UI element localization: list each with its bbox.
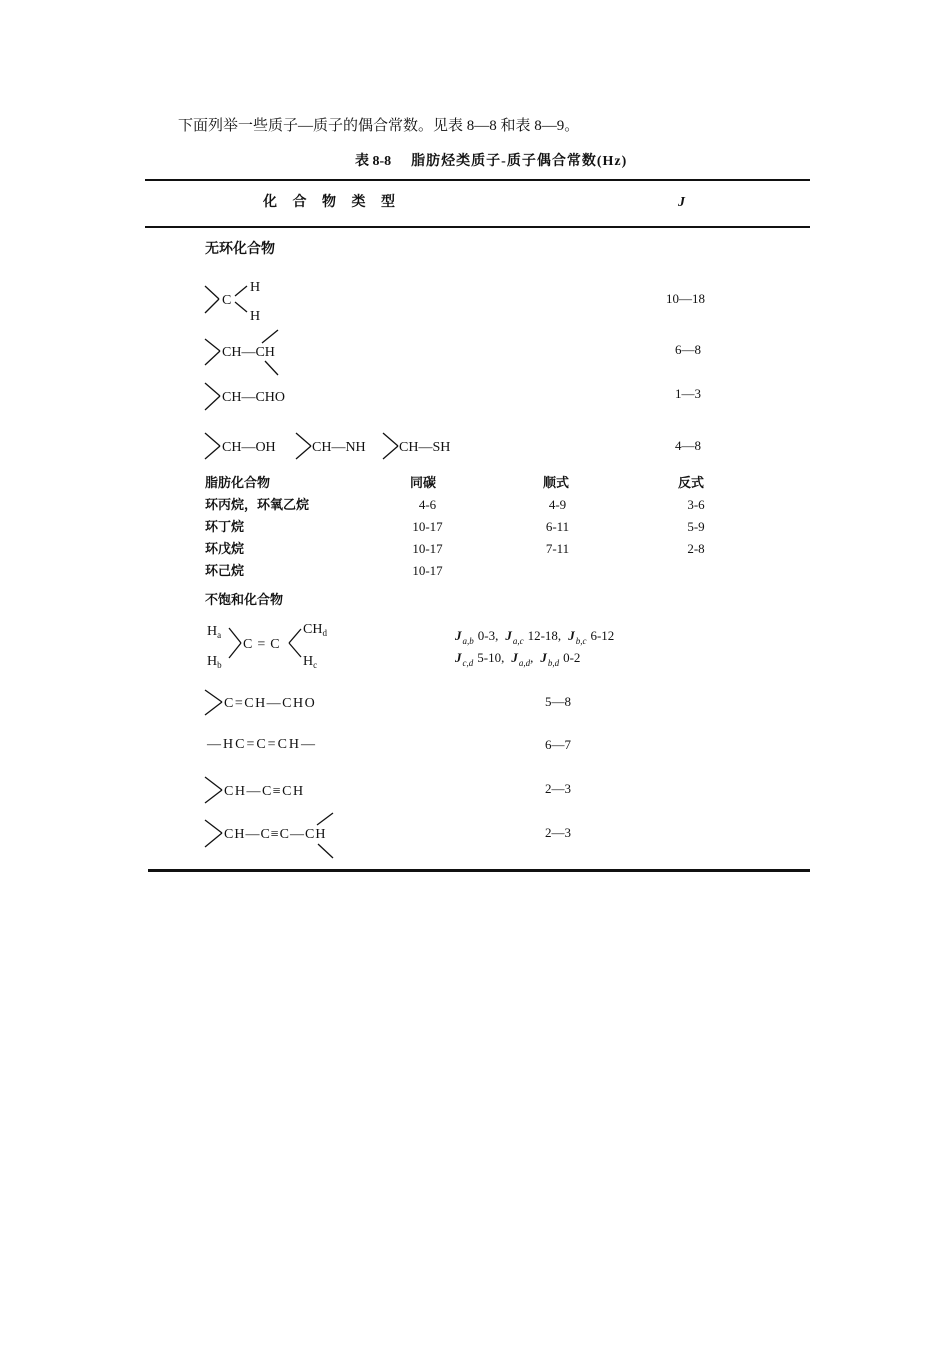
j-value: 10—18 xyxy=(666,291,705,306)
column-header-trans: 反式 xyxy=(678,475,705,490)
atom-h: H xyxy=(207,654,218,669)
formula-alkyne xyxy=(200,776,320,806)
compound-name: 环丙烷，环氧乙烷 xyxy=(205,497,310,512)
caption-label: 表 8-8 xyxy=(355,154,392,169)
bond-line xyxy=(205,833,222,847)
j-symbol: J xyxy=(455,650,462,665)
j-term xyxy=(455,628,499,646)
j-symbol: J xyxy=(540,650,547,665)
j-value: 5—8 xyxy=(545,694,571,709)
j-value: 5-10, xyxy=(477,650,505,665)
trans-value: 2-8 xyxy=(687,541,705,556)
atom-h-top: H xyxy=(250,280,261,295)
j-subscript: b,d xyxy=(547,657,560,668)
j-subscript: c,d xyxy=(462,657,474,668)
formula-text: CH—CHO xyxy=(222,390,286,405)
formula-allene: —HC=C=CH— xyxy=(207,737,318,752)
bond-line xyxy=(205,702,222,715)
j-term xyxy=(540,650,581,668)
header-compound-type: 化 合 物 类 型 xyxy=(263,195,401,210)
formula-alkene xyxy=(200,618,340,672)
formula-heteroatom xyxy=(200,430,470,464)
j-value: 6—7 xyxy=(545,737,571,752)
bond-line xyxy=(205,286,219,299)
table-top-rule xyxy=(145,179,810,181)
column-header-gem: 同碳 xyxy=(410,475,437,490)
j-term xyxy=(511,650,534,668)
column-header-cis: 顺式 xyxy=(543,475,570,490)
compound-name: 环丁烷 xyxy=(205,519,245,534)
subscript: a xyxy=(217,630,222,640)
gem-value: 10-17 xyxy=(412,541,443,556)
section-heading-unsaturated: 不饱和化合物 xyxy=(205,592,284,607)
bond-line xyxy=(262,330,278,343)
j-value: 4—8 xyxy=(675,438,701,453)
table-header-rule xyxy=(145,226,810,228)
formula-text: C=CH—CHO xyxy=(224,696,317,711)
bond-line xyxy=(296,446,311,459)
j-term xyxy=(455,650,505,668)
bond-line xyxy=(205,690,222,702)
subscript: b xyxy=(217,660,222,670)
formula-vicinal xyxy=(200,326,290,378)
gem-value: 10-17 xyxy=(412,563,443,578)
bond-line xyxy=(205,299,219,313)
gem-value: 10-17 xyxy=(412,519,443,534)
j-subscript: a,d xyxy=(518,657,531,668)
table-bottom-rule xyxy=(148,869,810,872)
section-heading-acyclic: 无环化合物 xyxy=(205,242,275,257)
j-value: 1—3 xyxy=(675,386,701,401)
j-symbol: J xyxy=(505,628,512,643)
formula-text: CH—C≡C—CH xyxy=(224,827,327,842)
bond-line xyxy=(383,446,398,459)
formula-aldehyde xyxy=(200,380,310,414)
j-value: 6—8 xyxy=(675,342,701,357)
bond-line xyxy=(205,790,222,803)
atom-chd xyxy=(303,622,327,638)
table-caption xyxy=(355,155,627,169)
subscript: d xyxy=(322,628,327,638)
j-value: 2—3 xyxy=(545,781,571,796)
formula-text: CH—SH xyxy=(399,440,451,455)
trans-value: 5-9 xyxy=(687,519,705,534)
bond-line xyxy=(205,339,220,351)
formula-text: CH—CH xyxy=(222,345,275,360)
intro-text: 下面列举一些质子—质子的偶合常数。见表 8—8 和表 8—9。 xyxy=(178,118,580,134)
gem-value: 4-6 xyxy=(418,497,437,512)
j-symbol: J xyxy=(511,650,518,665)
cis-value: 4-9 xyxy=(548,497,567,512)
cis-value: 7-11 xyxy=(545,541,570,556)
j-subscript: b,c xyxy=(575,635,587,646)
j-term xyxy=(505,628,562,646)
double-bond: C=C xyxy=(243,637,285,652)
formula-geminal xyxy=(200,276,280,324)
atom-h: H xyxy=(207,624,218,639)
formula-text: CH—NH xyxy=(312,440,366,455)
j-value: 2—3 xyxy=(545,825,571,840)
trans-value: 3-6 xyxy=(687,497,705,512)
formula-text: CH—C≡CH xyxy=(224,784,305,799)
alkene-j-line-2 xyxy=(455,651,587,668)
atom-ha xyxy=(207,624,221,640)
bond-line xyxy=(235,286,247,296)
bond-line xyxy=(205,383,220,396)
section-heading-alicyclic: 脂肪化合物 xyxy=(205,475,271,490)
j-symbol: J xyxy=(568,628,575,643)
bond-line xyxy=(205,433,220,446)
bond-line xyxy=(383,433,398,446)
atom-ch: CH xyxy=(303,622,323,637)
j-value: 6-12 xyxy=(590,628,615,643)
j-subscript: a,b xyxy=(462,635,474,646)
bond-line xyxy=(229,628,241,643)
atom-hc xyxy=(303,654,317,670)
j-symbol: J xyxy=(455,628,462,643)
j-value: 0-2 xyxy=(563,650,581,665)
cis-value: 6-11 xyxy=(545,519,570,534)
bond-line xyxy=(317,813,333,825)
bond-line xyxy=(289,643,301,657)
bond-line xyxy=(289,629,301,643)
bond-line xyxy=(205,396,220,410)
bond-line xyxy=(265,361,278,375)
bond-line xyxy=(205,446,220,459)
compound-name: 环己烷 xyxy=(205,563,245,578)
caption-title: 脂肪烃类质子-质子偶合常数(Hz) xyxy=(411,154,628,169)
bond-line xyxy=(205,820,222,833)
bond-line xyxy=(235,302,247,312)
bond-line xyxy=(318,844,333,858)
atom-h-bottom: H xyxy=(250,309,261,324)
bond-line xyxy=(205,777,222,790)
atom-h: H xyxy=(303,654,314,669)
formula-text: CH—OH xyxy=(222,440,276,455)
formula-enal xyxy=(200,688,330,718)
j-value: , xyxy=(530,650,534,665)
compound-name: 环戊烷 xyxy=(205,541,245,556)
atom-c: C xyxy=(222,293,232,308)
j-term xyxy=(568,628,615,646)
formula-internal-alkyne xyxy=(200,810,350,862)
j-value: 0-3, xyxy=(477,628,499,643)
bond-line xyxy=(205,351,220,365)
alkene-j-line-1 xyxy=(455,629,621,646)
bond-line xyxy=(229,643,241,658)
subscript: c xyxy=(313,660,318,670)
bond-line xyxy=(296,433,311,446)
header-j: J xyxy=(678,195,685,210)
j-subscript: a,c xyxy=(512,635,524,646)
j-value: 12-18, xyxy=(527,628,562,643)
atom-hb xyxy=(207,654,222,670)
